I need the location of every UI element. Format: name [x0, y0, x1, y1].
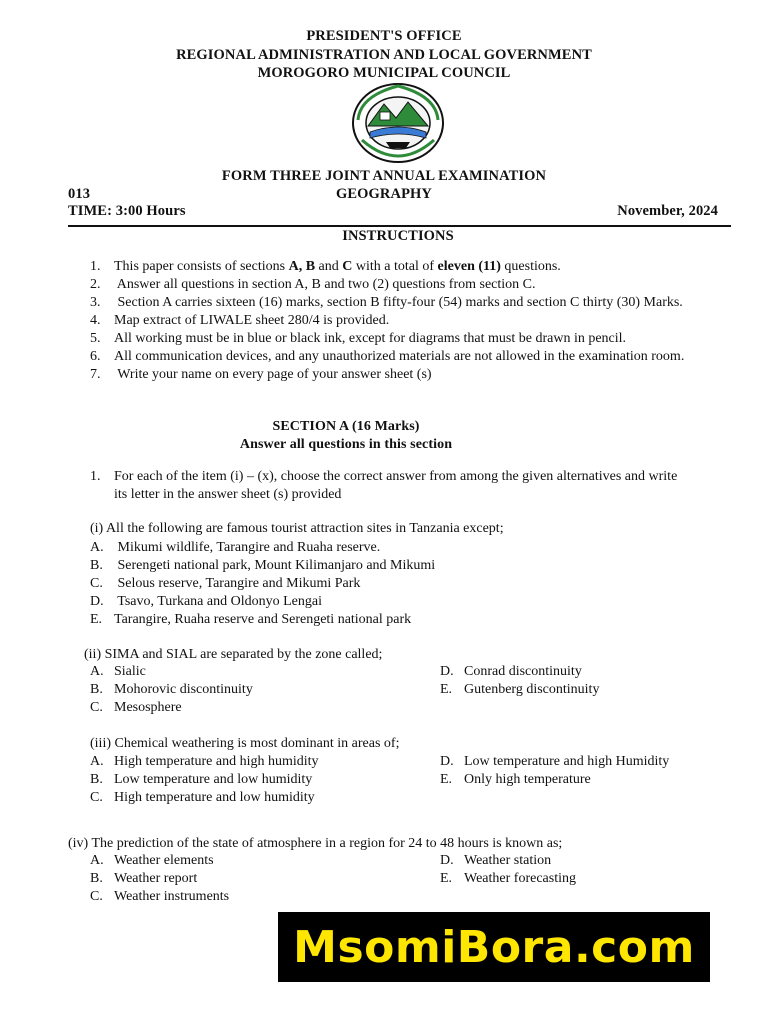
- council-seal-logo: [350, 82, 446, 164]
- item-iii-options-right: [440, 753, 669, 789]
- exam-time: TIME: 3:00 Hours: [68, 203, 186, 219]
- item-i-options: [90, 539, 435, 629]
- option-text: Weather station: [464, 853, 552, 868]
- instruction-number: 7.: [90, 367, 101, 382]
- option: [90, 557, 435, 575]
- option-letter: E.: [440, 772, 453, 787]
- instruction-item: [90, 348, 684, 366]
- question-1-line-1: [90, 468, 677, 486]
- subject-title: GEOGRAPHY: [336, 186, 432, 202]
- header-line-1: PRESIDENT'S OFFICE: [306, 28, 462, 44]
- option-text: High temperature and high humidity: [114, 754, 319, 769]
- option: [440, 870, 576, 888]
- option: [440, 753, 669, 771]
- option-text: Serengeti national park, Mount Kilimanjaro and Mikumi: [114, 558, 436, 573]
- option-letter: E.: [440, 682, 453, 697]
- option-letter: B.: [90, 558, 103, 573]
- instruction-text: with a total of: [352, 259, 438, 274]
- item-iv-stem: (iv) The prediction of the state of atmosphere in a region for 24 to 48 hours is known as;: [68, 836, 563, 851]
- option-letter: B.: [90, 871, 103, 886]
- option-text: Selous reserve, Tarangire and Mikumi Park: [114, 576, 361, 591]
- option-letter: D.: [440, 754, 454, 769]
- instruction-text: and: [315, 259, 343, 274]
- option: [440, 663, 599, 681]
- option-text: Weather instruments: [114, 889, 230, 904]
- instructions-title: INSTRUCTIONS: [342, 228, 454, 244]
- option-letter: C.: [90, 889, 103, 904]
- option-letter: B.: [90, 682, 103, 697]
- option-letter: C.: [90, 700, 103, 715]
- item-iv-options-left: [90, 852, 229, 906]
- option-letter: A.: [90, 853, 104, 868]
- item-i-stem: (i) All the following are famous tourist attraction sites in Tanzania except;: [90, 521, 504, 536]
- section-a-subtitle: Answer all questions in this section: [239, 437, 453, 452]
- option: [90, 753, 319, 771]
- option-letter: D.: [90, 594, 104, 609]
- option: [90, 852, 229, 870]
- option-text: Conrad discontinuity: [464, 664, 582, 679]
- option-letter: A.: [90, 664, 104, 679]
- instruction-item: [90, 330, 684, 348]
- instruction-text: Section A carries sixteen (16) marks, section B fifty-four (54) marks and section C thirty (30) Marks.: [114, 295, 683, 310]
- option-text: Mohorovic discontinuity: [114, 682, 253, 697]
- instruction-bold: C: [342, 259, 353, 274]
- option-text: High temperature and low humidity: [114, 790, 315, 805]
- option-letter: D.: [440, 853, 454, 868]
- header-line-3: MOROGORO MUNICIPAL COUNCIL: [257, 65, 511, 81]
- watermark-text: MsomiBora.com: [293, 921, 695, 973]
- option-text: Gutenberg discontinuity: [464, 682, 600, 697]
- question-number: 1.: [90, 469, 101, 484]
- option-text: Only high temperature: [464, 772, 591, 787]
- instruction-item: [90, 258, 684, 276]
- option-text: Low temperature and high Humidity: [464, 754, 670, 769]
- option: [440, 681, 599, 699]
- instruction-bold: eleven (11): [437, 259, 501, 274]
- option-text: Weather elements: [114, 853, 214, 868]
- item-ii-options-left: [90, 663, 253, 717]
- option-text: Tarangire, Ruaha reserve and Serengeti national park: [114, 612, 412, 627]
- instruction-number: 4.: [90, 313, 101, 328]
- option: [90, 789, 319, 807]
- option: [90, 663, 253, 681]
- instruction-number: 6.: [90, 349, 101, 364]
- option: [90, 771, 319, 789]
- instruction-text: This paper consists of sections: [114, 259, 289, 274]
- option-letter: D.: [440, 664, 454, 679]
- instruction-item: [90, 312, 684, 330]
- option-text: Mesosphere: [114, 700, 182, 715]
- option-letter: A.: [90, 540, 104, 555]
- instruction-item: [90, 294, 684, 312]
- option-letter: E.: [90, 612, 103, 627]
- item-iv-options-right: [440, 852, 576, 888]
- option-text: Tsavo, Turkana and Oldonyo Lengai: [114, 594, 322, 609]
- item-iii-options-left: [90, 753, 319, 807]
- exam-title: FORM THREE JOINT ANNUAL EXAMINATION: [221, 168, 547, 184]
- option: [90, 699, 253, 717]
- question-1-line-2: its letter in the answer sheet (s) provided: [114, 487, 342, 502]
- option: [90, 593, 435, 611]
- option-letter: C.: [90, 790, 103, 805]
- instruction-bold: A, B: [288, 259, 316, 274]
- option: [90, 870, 229, 888]
- option-text: Sialic: [114, 664, 146, 679]
- instructions-list: [90, 258, 684, 384]
- instruction-text: All communication devices, and any unauthorized materials are not allowed in the examination room.: [114, 349, 685, 364]
- instruction-text: All working must be in blue or black ink, except for diagrams that must be drawn in pencil.: [114, 331, 627, 346]
- instruction-text: Map extract of LIWALE sheet 280/4 is provided.: [114, 313, 390, 328]
- header-divider: [68, 225, 731, 227]
- option: [90, 575, 435, 593]
- option: [90, 681, 253, 699]
- option: [90, 611, 435, 629]
- instruction-text: Answer all questions in section A, B and two (2) questions from section C.: [114, 277, 536, 292]
- option-letter: C.: [90, 576, 103, 591]
- section-a-title: SECTION A (16 Marks): [272, 419, 420, 434]
- exam-date: November, 2024: [617, 203, 718, 219]
- option: [440, 771, 669, 789]
- instruction-number: 1.: [90, 259, 101, 274]
- instruction-item: [90, 276, 684, 294]
- instruction-text: questions.: [500, 259, 561, 274]
- paper-code: 013: [68, 186, 91, 202]
- instruction-number: 2.: [90, 277, 101, 292]
- option-letter: E.: [440, 871, 453, 886]
- option-text: Weather forecasting: [464, 871, 576, 886]
- option-text: Weather report: [114, 871, 198, 886]
- option-letter: B.: [90, 772, 103, 787]
- item-iii-stem: (iii) Chemical weathering is most dominant in areas of;: [90, 736, 400, 751]
- instruction-number: 5.: [90, 331, 101, 346]
- instruction-number: 3.: [90, 295, 101, 310]
- option-text: Mikumi wildlife, Tarangire and Ruaha reserve.: [114, 540, 381, 555]
- option: [90, 888, 229, 906]
- item-ii-stem: (ii) SIMA and SIAL are separated by the zone called;: [84, 647, 383, 662]
- header-line-2: REGIONAL ADMINISTRATION AND LOCAL GOVERNMENT: [176, 47, 592, 63]
- option: [90, 539, 435, 557]
- item-ii-options-right: [440, 663, 599, 699]
- option: [440, 852, 576, 870]
- option-text: Low temperature and low humidity: [114, 772, 313, 787]
- instruction-text: Write your name on every page of your answer sheet (s): [114, 367, 432, 382]
- option-letter: A.: [90, 754, 104, 769]
- question-text: For each of the item (i) – (x), choose the correct answer from among the given alternatives and write: [114, 469, 678, 484]
- instruction-item: [90, 366, 684, 384]
- watermark-banner: [278, 912, 710, 982]
